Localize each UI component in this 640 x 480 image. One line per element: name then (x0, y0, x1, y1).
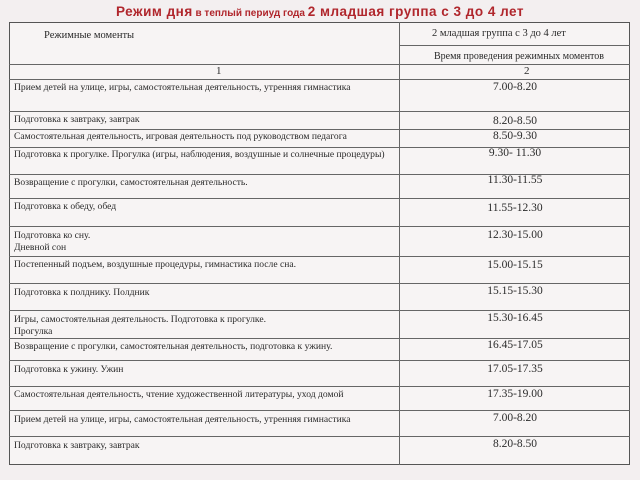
title-main: Режим дня (116, 4, 193, 19)
row-divider (9, 310, 630, 311)
activity-cell: Подготовка к ужину. Ужин (14, 364, 124, 375)
header-divider (9, 64, 630, 65)
activity-cell: Возвращение с прогулки, самостоятельная деятельность. (14, 177, 248, 188)
activity-cell: Игры, самостоятельная деятельность. Подготовка к прогулке. Прогулка (14, 314, 266, 337)
time-cell: 8.20-8.50 (492, 115, 538, 127)
activity-cell: Самостоятельная деятельность, игровая деятельность под руководством педагога (14, 131, 347, 142)
time-cell: 7.00-8.20 (492, 81, 538, 93)
time-cell: 11.30-11.55 (487, 174, 543, 186)
column-header-time: Время проведения режимных моментов (434, 51, 604, 62)
activity-cell: Подготовка к прогулке. Прогулка (игры, наблюдения, воздушные и солнечные процедуры) (14, 149, 385, 160)
row-divider (9, 410, 630, 411)
row-divider (9, 436, 630, 437)
activity-cell: Подготовка к полднику. Полдник (14, 287, 150, 298)
column-number-1: 1 (216, 65, 222, 77)
row-divider (9, 226, 630, 227)
activity-cell: Возвращение с прогулки, самостоятельная деятельность, подготовка к ужину. (14, 341, 333, 352)
row-divider (9, 198, 630, 199)
column-header-activity: Режимные моменты (44, 30, 135, 41)
activity-cell: Подготовка к завтраку, завтрак (14, 114, 140, 125)
time-cell: 8.20-8.50 (492, 438, 538, 450)
time-cell: 15.00-15.15 (487, 259, 543, 271)
activity-cell: Прием детей на улице, игры, самостоятельная деятельность, утренняя гимнастика (14, 82, 351, 93)
activity-cell: Подготовка к обеду, обед (14, 201, 117, 212)
time-cell: 12.30-15.00 (487, 229, 543, 241)
column-number-2: 2 (524, 65, 530, 77)
row-divider (9, 256, 630, 257)
time-cell: 11.55-12.30 (487, 202, 543, 214)
column-header-group: 2 младшая группа с 3 до 4 лет (432, 28, 566, 39)
time-cell: 7.00-8.20 (492, 412, 538, 424)
time-cell: 15.15-15.30 (487, 285, 543, 297)
time-cell: 17.05-17.35 (487, 363, 543, 375)
row-divider (9, 386, 630, 387)
time-cell: 8.50-9.30 (492, 130, 538, 142)
row-divider (9, 360, 630, 361)
activity-cell: Подготовка ко сну. Дневной сон (14, 230, 91, 253)
time-cell: 9.30- 11.30 (488, 147, 542, 159)
row-divider (9, 111, 630, 112)
title-group: 2 младшая группа с 3 до 4 лет (307, 4, 524, 19)
time-cell: 15.30-16.45 (487, 312, 543, 324)
row-divider (9, 283, 630, 284)
activity-cell: Подготовка к завтраку, завтрак (14, 440, 140, 451)
header-divider (399, 45, 630, 46)
time-cell: 16.45-17.05 (487, 339, 543, 351)
page-title (0, 3, 640, 23)
activity-cell: Постепенный подъем, воздушные процедуры, гимнастика после сна. (14, 259, 297, 270)
activity-cell: Самостоятельная деятельность, чтение художественной литературы, уход домой (14, 389, 344, 400)
title-season: в теплый периуд года (192, 8, 308, 19)
activity-cell: Прием детей на улице, игры, самостоятельная деятельность, утренняя гимнастика (14, 414, 351, 425)
time-cell: 17.35-19.00 (487, 388, 543, 400)
header-divider (9, 79, 630, 80)
